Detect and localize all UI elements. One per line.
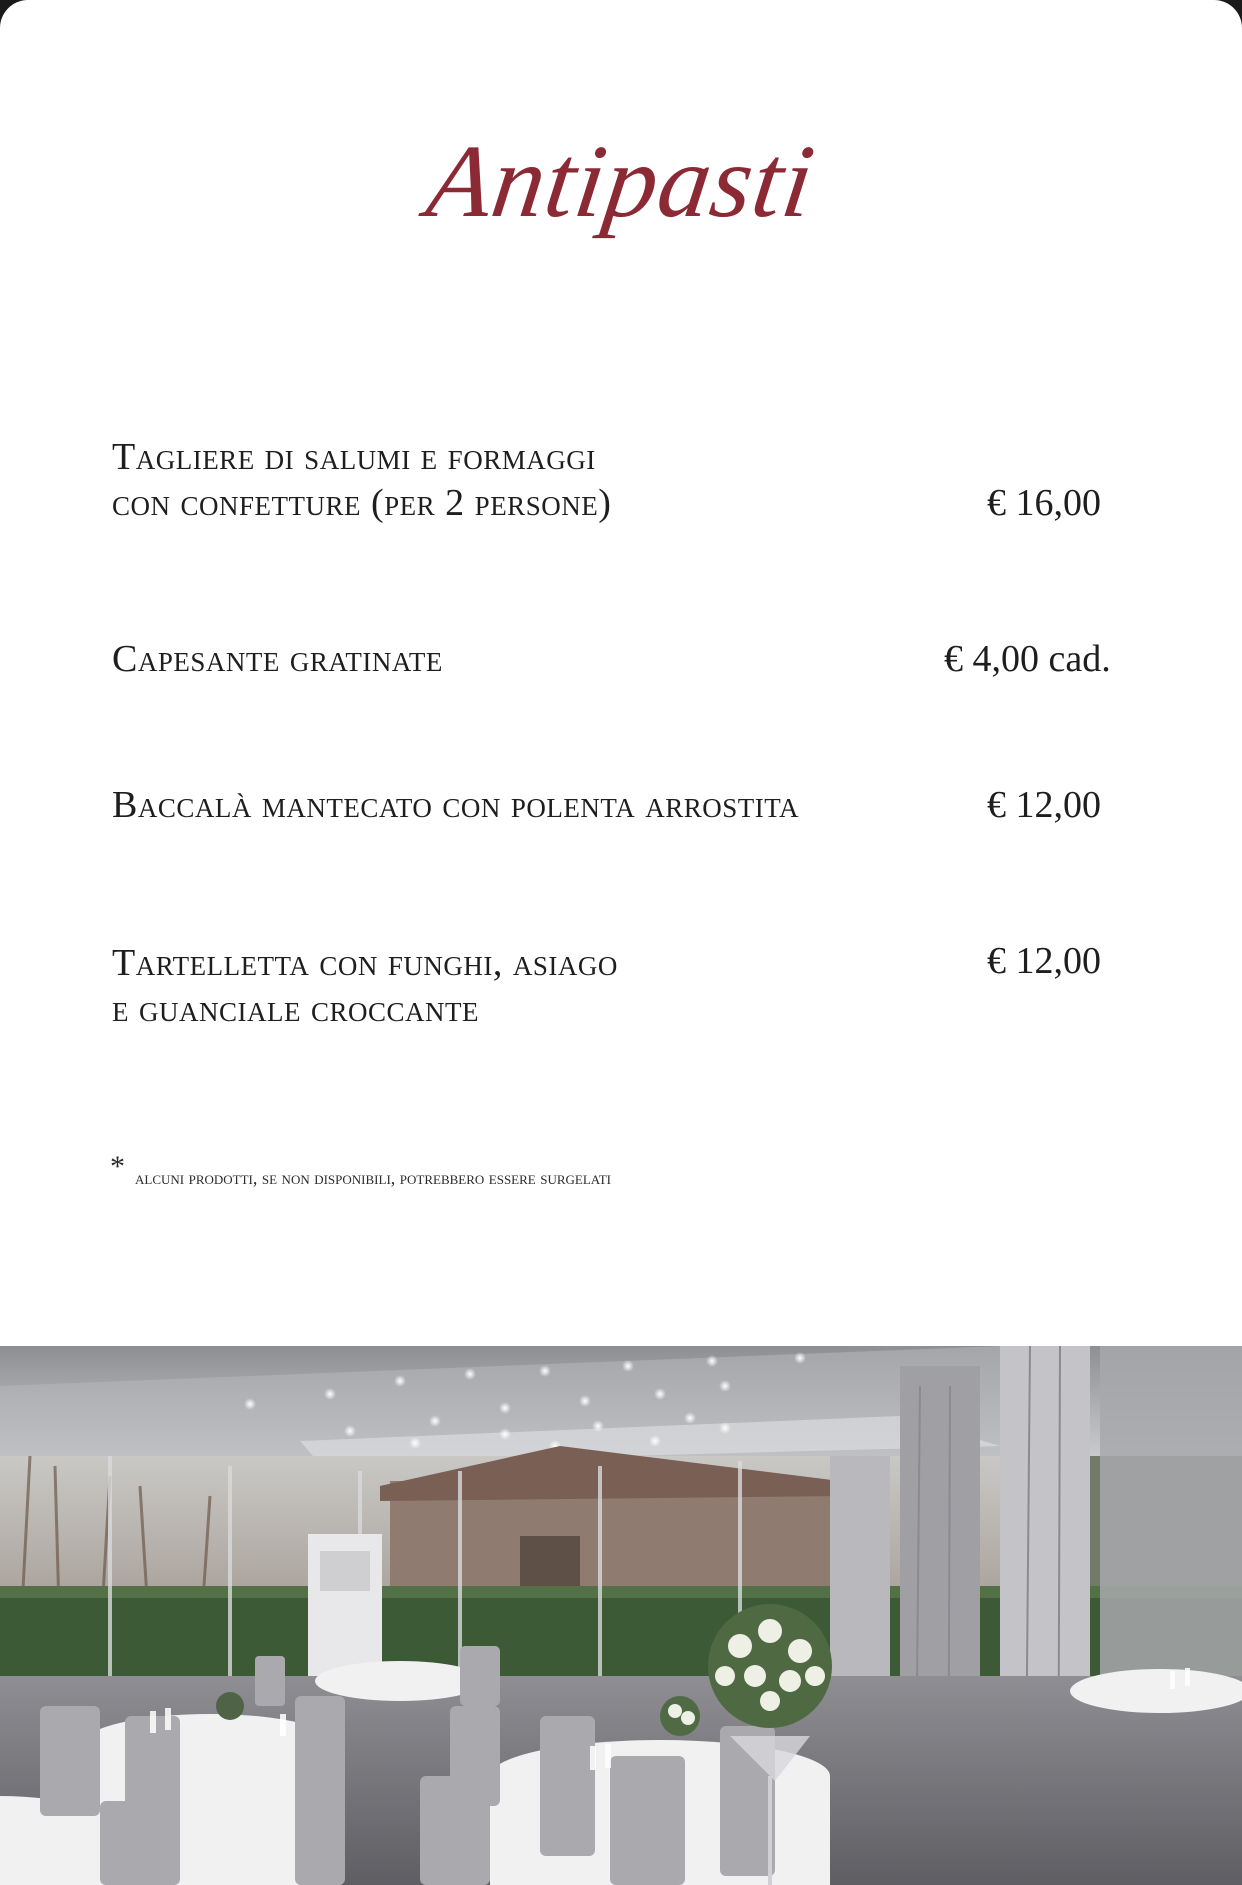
footnote-asterisk: * bbox=[110, 1150, 125, 1183]
menu-item-tagliere bbox=[112, 434, 611, 526]
menu-item-baccala bbox=[112, 782, 799, 828]
menu-item-name-line: Tagliere di salumi e formaggi bbox=[112, 436, 596, 478]
menu-item-price: € 16,00 bbox=[987, 482, 1101, 524]
menu-item-price: € 12,00 bbox=[987, 784, 1101, 826]
footnote bbox=[110, 1150, 611, 1189]
menu-item-tartelletta bbox=[112, 940, 618, 1032]
menu-item-name-line: Capesante gratinate bbox=[112, 638, 443, 680]
menu-item-name-line: e guanciale croccante bbox=[112, 988, 479, 1030]
menu-item-price: € 4,00 cad. bbox=[944, 638, 1111, 680]
menu-title: Antipasti bbox=[420, 124, 822, 239]
footnote-text: alcuni prodotti, se non disponibili, potrebbero essere surgelati bbox=[135, 1168, 612, 1188]
menu-item-capesante bbox=[112, 636, 443, 682]
menu-item-price: € 12,00 bbox=[987, 940, 1101, 982]
menu-item-name-line: Baccalà mantecato con polenta arrostita bbox=[112, 784, 800, 826]
menu-item-name-line: Tartelletta con funghi, asiago bbox=[112, 942, 618, 984]
restaurant-photo bbox=[0, 1346, 1242, 1885]
menu-item-name-line: con confetture (per 2 persone) bbox=[112, 482, 612, 524]
